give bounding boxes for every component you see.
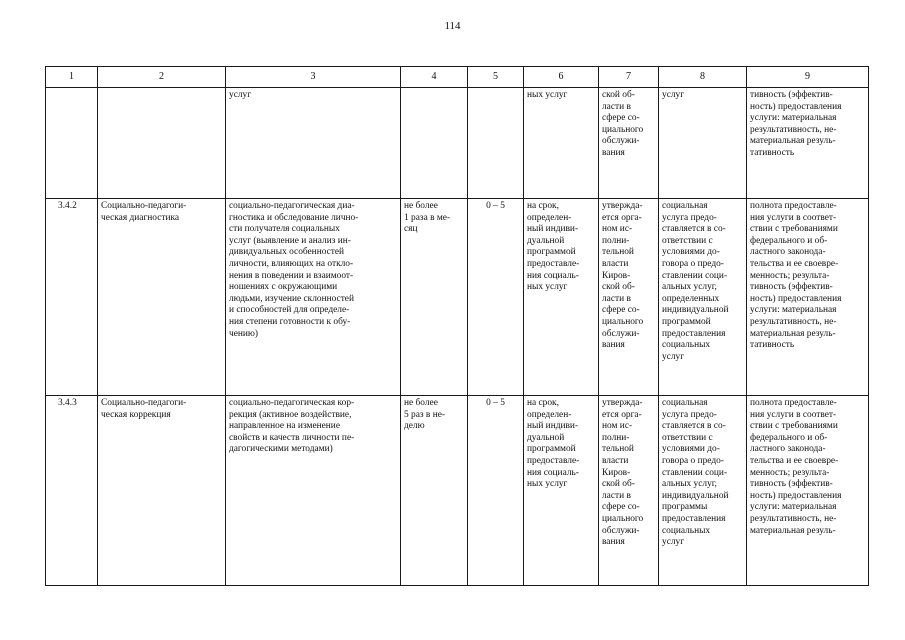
header-cell: 5	[468, 67, 524, 88]
service-name-cell: Социально-педагоги- ческая коррекция	[98, 396, 226, 586]
conditions-cell: услуг	[659, 88, 747, 199]
header-cell: 9	[747, 67, 869, 88]
service-name-cell	[98, 88, 226, 199]
service-name-cell: Социально-педагоги- ческая диагностика	[98, 199, 226, 396]
row-number-cell	[46, 88, 98, 199]
term-cell: на срок, определен- ный индиви- дуальной программой предоставле- ния социаль- ных услуг	[524, 396, 599, 586]
row-number-cell: 3.4.3	[46, 396, 98, 586]
table-row	[46, 396, 869, 586]
header-cell: 2	[98, 67, 226, 88]
quality-cell: тивность (эффектив- ность) предоставления услуги: материальная результативность, не- материальная резуль- тативность	[747, 88, 869, 199]
header-cell: 8	[659, 67, 747, 88]
table-row	[46, 199, 869, 396]
range-cell: 0 – 5	[468, 396, 524, 586]
header-cell: 3	[226, 67, 401, 88]
header-cell: 1	[46, 67, 98, 88]
frequency-cell: не более 1 раза в ме- сяц	[401, 199, 468, 396]
range-cell: 0 – 5	[468, 199, 524, 396]
header-cell: 7	[599, 67, 659, 88]
service-description-cell: услуг	[226, 88, 401, 199]
header-cell: 4	[401, 67, 468, 88]
approval-cell: утвержда- ется орга- ном ис- полни- тельной власти Киров- ской об- ласти в сфере со- циального обслужи- вания	[599, 199, 659, 396]
services-table	[45, 66, 869, 586]
quality-cell: полнота предоставле- ния услуги в соответ- ствии с требованиями федерального и об- ластного законода- тельства и ее своевре- менность; результа- тивность (эффектив- ность) предоставления услуги: материальная результативность, не- материальная резуль- тативность	[747, 199, 869, 396]
row-number-cell: 3.4.2	[46, 199, 98, 396]
range-cell	[468, 88, 524, 199]
approval-cell: утвержда- ется орга- ном ис- полни- тельной власти Киров- ской об- ласти в сфере со- циального обслужи- вания	[599, 396, 659, 586]
table-row	[46, 88, 869, 199]
conditions-cell: социальная услуга предо- ставляется в со- ответствии с условиями до- говора о предо- ставлении соци- альных услуг, индивидуальной программы предоставления социальных услуг	[659, 396, 747, 586]
frequency-cell: не более 5 раз в не- делю	[401, 396, 468, 586]
table-header-row	[46, 67, 869, 88]
service-description-cell: социально-педагогическая кор- рекция (активное воздействие, направленное на изменение свойств и качеств личности пе- дагогическими методами)	[226, 396, 401, 586]
term-cell: на срок, определен- ный индиви- дуальной программой предоставле- ния социаль- ных услуг	[524, 199, 599, 396]
header-cell: 6	[524, 67, 599, 88]
term-cell: ных услуг	[524, 88, 599, 199]
approval-cell: ской об- ласти в сфере со- циального обслужи- вания	[599, 88, 659, 199]
service-description-cell: социально-педагогическая диа- гностика и обследование лично- сти получателя социальных услуг (выявление и анализ ин- дивидуальных особенностей личности, влияющих на откло- нения в поведении и взаимоот- ношениях с окружающими людьми, изучение склонностей и способностей для определе- ния степени готовности к обу- чению)	[226, 199, 401, 396]
conditions-cell: социальная услуга предо- ставляется в со- ответствии с условиями до- говора о предо- ставлении соци- альных услуг, определенных индивидуальной программой предоставления социальных услуг	[659, 199, 747, 396]
quality-cell: полнота предоставле- ния услуги в соответ- ствии с требованиями федерального и об- ластного законода- тельства и ее своевре- менность; результа- тивность (эффектив- ность) предоставления услуги: материальная результативность, не- материальная резуль-	[747, 396, 869, 586]
frequency-cell	[401, 88, 468, 199]
page-number: 114	[444, 20, 461, 32]
